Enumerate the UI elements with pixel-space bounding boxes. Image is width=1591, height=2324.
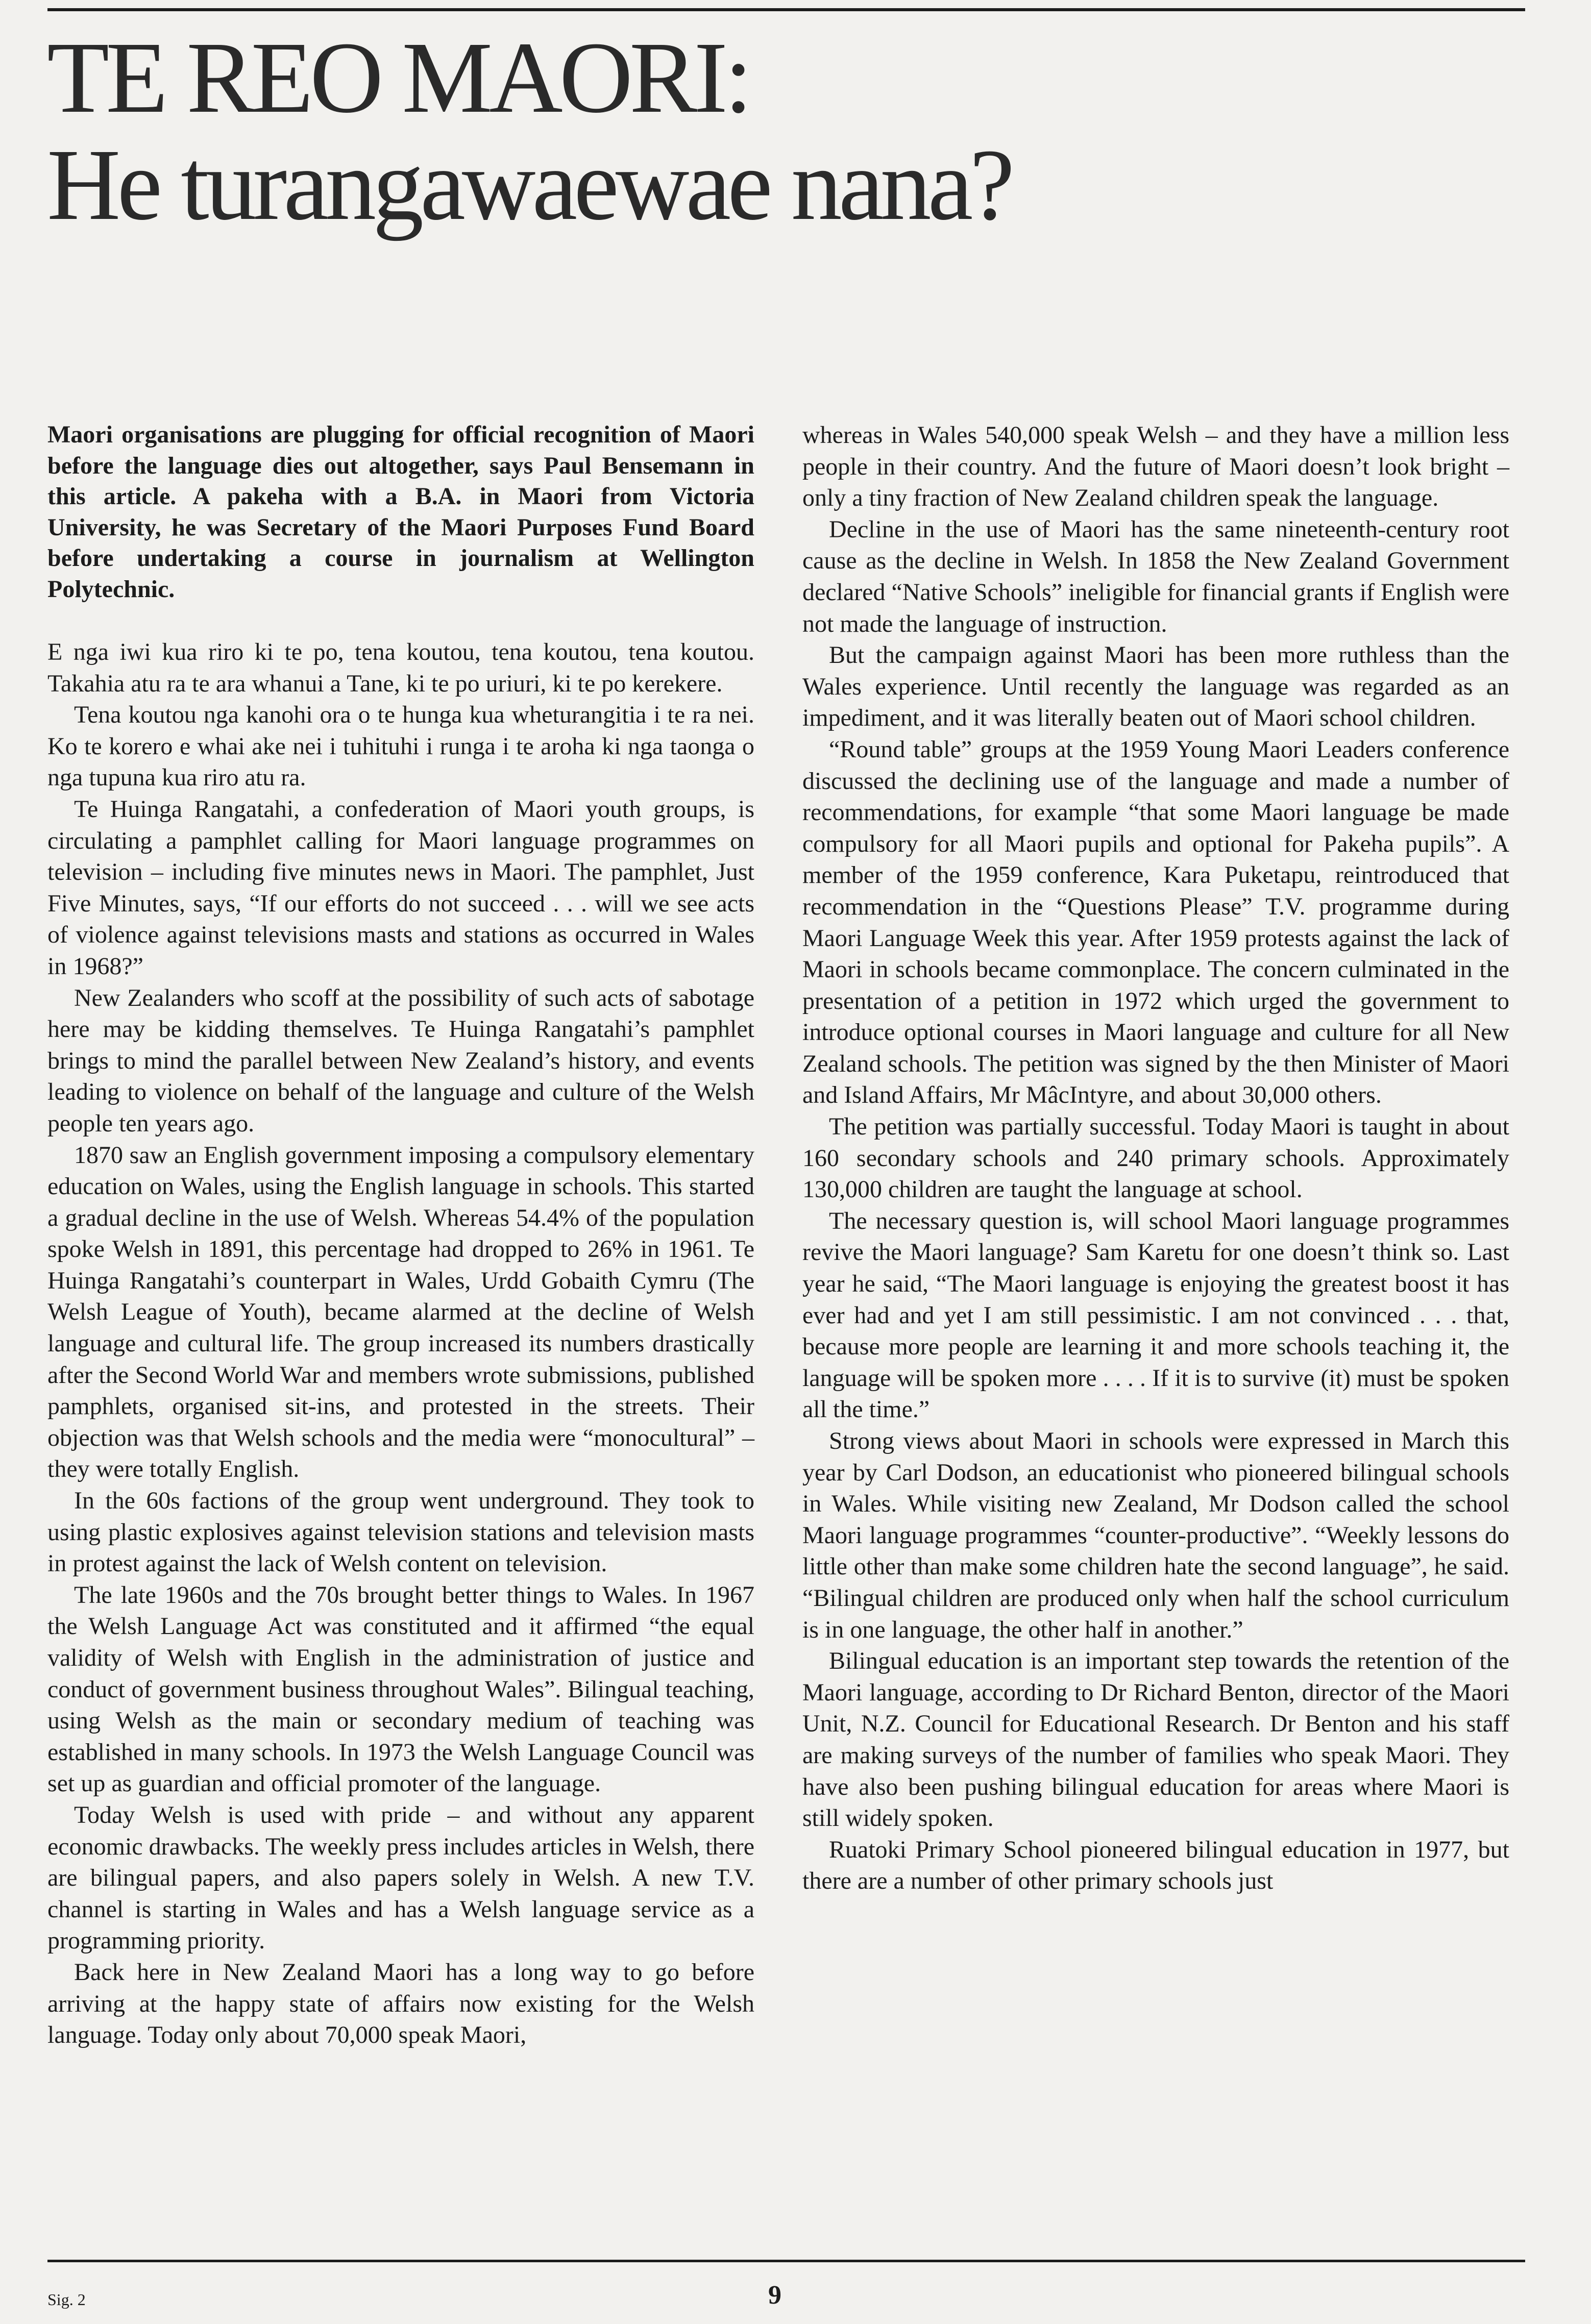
- body-paragraph: E nga iwi kua riro ki te po, tena koutou, tena koutou, tena koutou. Takahia atu ra te ara whanui a Tane, ki te po uriuri, ki te po kerekere.: [47, 638, 754, 697]
- body-paragraph: The late 1960s and the 70s brought better things to Wales. In 1967 the Welsh Language Act was constituted and it affirmed “the equal validity of Welsh with English in the administration of justice and conduct of government business throughout Wales”. Bilingual teaching, using Welsh as the main or secondary medium of teaching was established in many schools. In 1973 the Welsh Language Council was set up as guardian and official promoter of the language.: [47, 1581, 754, 1797]
- intro-paragraph: Maori organisations are plugging for official recognition of Maori before the language dies out altogether, says Paul Bensemann in this article. A pakeha with a B.A. in Maori from Victoria University, he was Secretary of the Maori Purposes Fund Board before undertaking a course in journalism at Wellington Polytechnic.: [47, 421, 754, 603]
- body-paragraph: Te Huinga Rangatahi, a confederation of Maori youth groups, is circulating a pamphlet calling for Maori language programmes on television – including five minutes news in Maori. The pamphlet, Just Five Minutes, says, “If our efforts do not succeed . . . will we see acts of violence against televisions masts and stations as occurred in Wales in 1968?”: [47, 795, 754, 980]
- signature-mark: Sig. 2: [47, 2290, 86, 2309]
- body-paragraph: Back here in New Zealand Maori has a long way to go before arriving at the happy state of affairs now existing for the Welsh language. Today only about 70,000 speak Maori,: [47, 1958, 754, 2049]
- body-paragraph: But the campaign against Maori has been more ruthless than the Wales experience. Until recently the language was regarded as an impediment, and it was literally beaten out of Maori school children.: [802, 641, 1509, 732]
- headline-line-1: TE REO MAORI:: [47, 21, 749, 134]
- body-paragraph: Ruatoki Primary School pioneered bilingual education in 1977, but there are a number of other primary schools just: [802, 1836, 1509, 1895]
- bottom-rule: [47, 2260, 1525, 2262]
- top-rule: [47, 8, 1525, 11]
- page-number: 9: [768, 2281, 781, 2310]
- body-paragraph: whereas in Wales 540,000 speak Welsh – and they have a million less people in their country. And the future of Maori doesn’t look bright – only a tiny fraction of New Zealand children speak the language.: [802, 422, 1509, 512]
- body-paragraph: New Zealanders who scoff at the possibility of such acts of sabotage here may be kidding themselves. Te Huinga Rangatahi’s pamphlet brings to mind the parallel between New Zealand’s history, and events leading to violence on behalf of the language and culture of the Welsh people ten years ago.: [47, 984, 754, 1137]
- body-paragraph: Bilingual education is an important step towards the retention of the Maori language, according to Dr Richard Benton, director of the Maori Unit, N.Z. Council for Educational Research. Dr Benton and his staff are making surveys of the number of families who speak Maori. They have also been pushing bilingual education for areas where Maori is still widely spoken.: [802, 1647, 1509, 1832]
- body-paragraph: Strong views about Maori in schools were expressed in March this year by Carl Dodson, an educationist who pioneered bilingual schools in Wales. While visiting new Zealand, Mr Dodson called the school Maori language programmes “counter-productive”. “Weekly lessons do little other than make some children hate the second language”, he said. “Bilingual children are produced only when half the school curriculum is in one language, the other half in another.”: [802, 1427, 1509, 1643]
- right-column: [802, 419, 1509, 1897]
- body-paragraph: Decline in the use of Maori has the same nineteenth-century root cause as the decline in Welsh. In 1858 the New Zealand Government declared “Native Schools” ineligible for financial grants if English were not made the language of instruction.: [802, 515, 1509, 637]
- headline-line-2: He turangawaewae nana?: [47, 129, 1012, 241]
- headline: [47, 21, 1527, 241]
- left-column: [47, 419, 754, 2051]
- body-paragraph: Today Welsh is used with pride – and without any apparent economic drawbacks. The weekly press includes articles in Welsh, there are bilingual papers, and also papers solely in Welsh. A new T.V. channel is starting in Wales and has a Welsh language service as a programming priority.: [47, 1801, 754, 1955]
- body-paragraph: 1870 saw an English government imposing a compulsory elementary education on Wales, using the English language in schools. This started a gradual decline in the use of Welsh. Whereas 54.4% of the population spoke Welsh in 1891, this percentage had dropped to 26% in 1961. Te Huinga Rangatahi’s counterpart in Wales, Urdd Gobaith Cymru (The Welsh League of Youth), became alarmed at the decline of Welsh language and cultural life. The group increased its numbers drastically after the Second World War and members wrote submissions, published pamphlets, organised sit-ins, and protested in the streets. Their objection was that Welsh schools and the media were “monocultural” – they were totally English.: [47, 1141, 754, 1483]
- body-paragraph: In the 60s factions of the group went underground. They took to using plastic explosives against television stations and television masts in protest against the lack of Welsh content on television.: [47, 1487, 754, 1577]
- body-paragraph: Tena koutou nga kanohi ora o te hunga kua wheturangitia i te ra nei. Ko te korero e whai ake nei i tuhituhi i runga i te aroha ki nga taonga o nga tupuna kua riro atu ra.: [47, 701, 754, 792]
- body-paragraph: “Round table” groups at the 1959 Young Maori Leaders conference discussed the declining use of the language and made a number of recommendations, for example “that some Maori language be made compulsory for all Maori pupils and optional for Pakeha pupils”. A member of the 1959 conference, Kara Puketapu, reintroduced that recommendation in the “Questions Please” T.V. programme during Maori Language Week this year. After 1959 protests against the lack of Maori in schools became commonplace. The concern culminated in the presentation of a petition in 1972 which urged the government to introduce optional courses in Maori language and culture for all New Zealand schools. The petition was signed by the then Minister of Maori and Island Affairs, Mr MâcIntyre, and about 30,000 others.: [802, 735, 1509, 1109]
- body-paragraph: The petition was partially successful. Today Maori is taught in about 160 secondary schools and 240 primary schools. Approximately 130,000 children are taught the language at school.: [802, 1113, 1509, 1203]
- body-paragraph: The necessary question is, will school Maori language programmes revive the Maori language? Sam Karetu for one doesn’t think so. Last year he said, “The Maori language is enjoying the greatest boost it has ever had and yet I am still pessimistic. I am not convinced . . . that, because more people are learning it and more schools teaching it, the language will be spoken more . . . . If it is to survive (it) must be spoken all the time.”: [802, 1207, 1509, 1423]
